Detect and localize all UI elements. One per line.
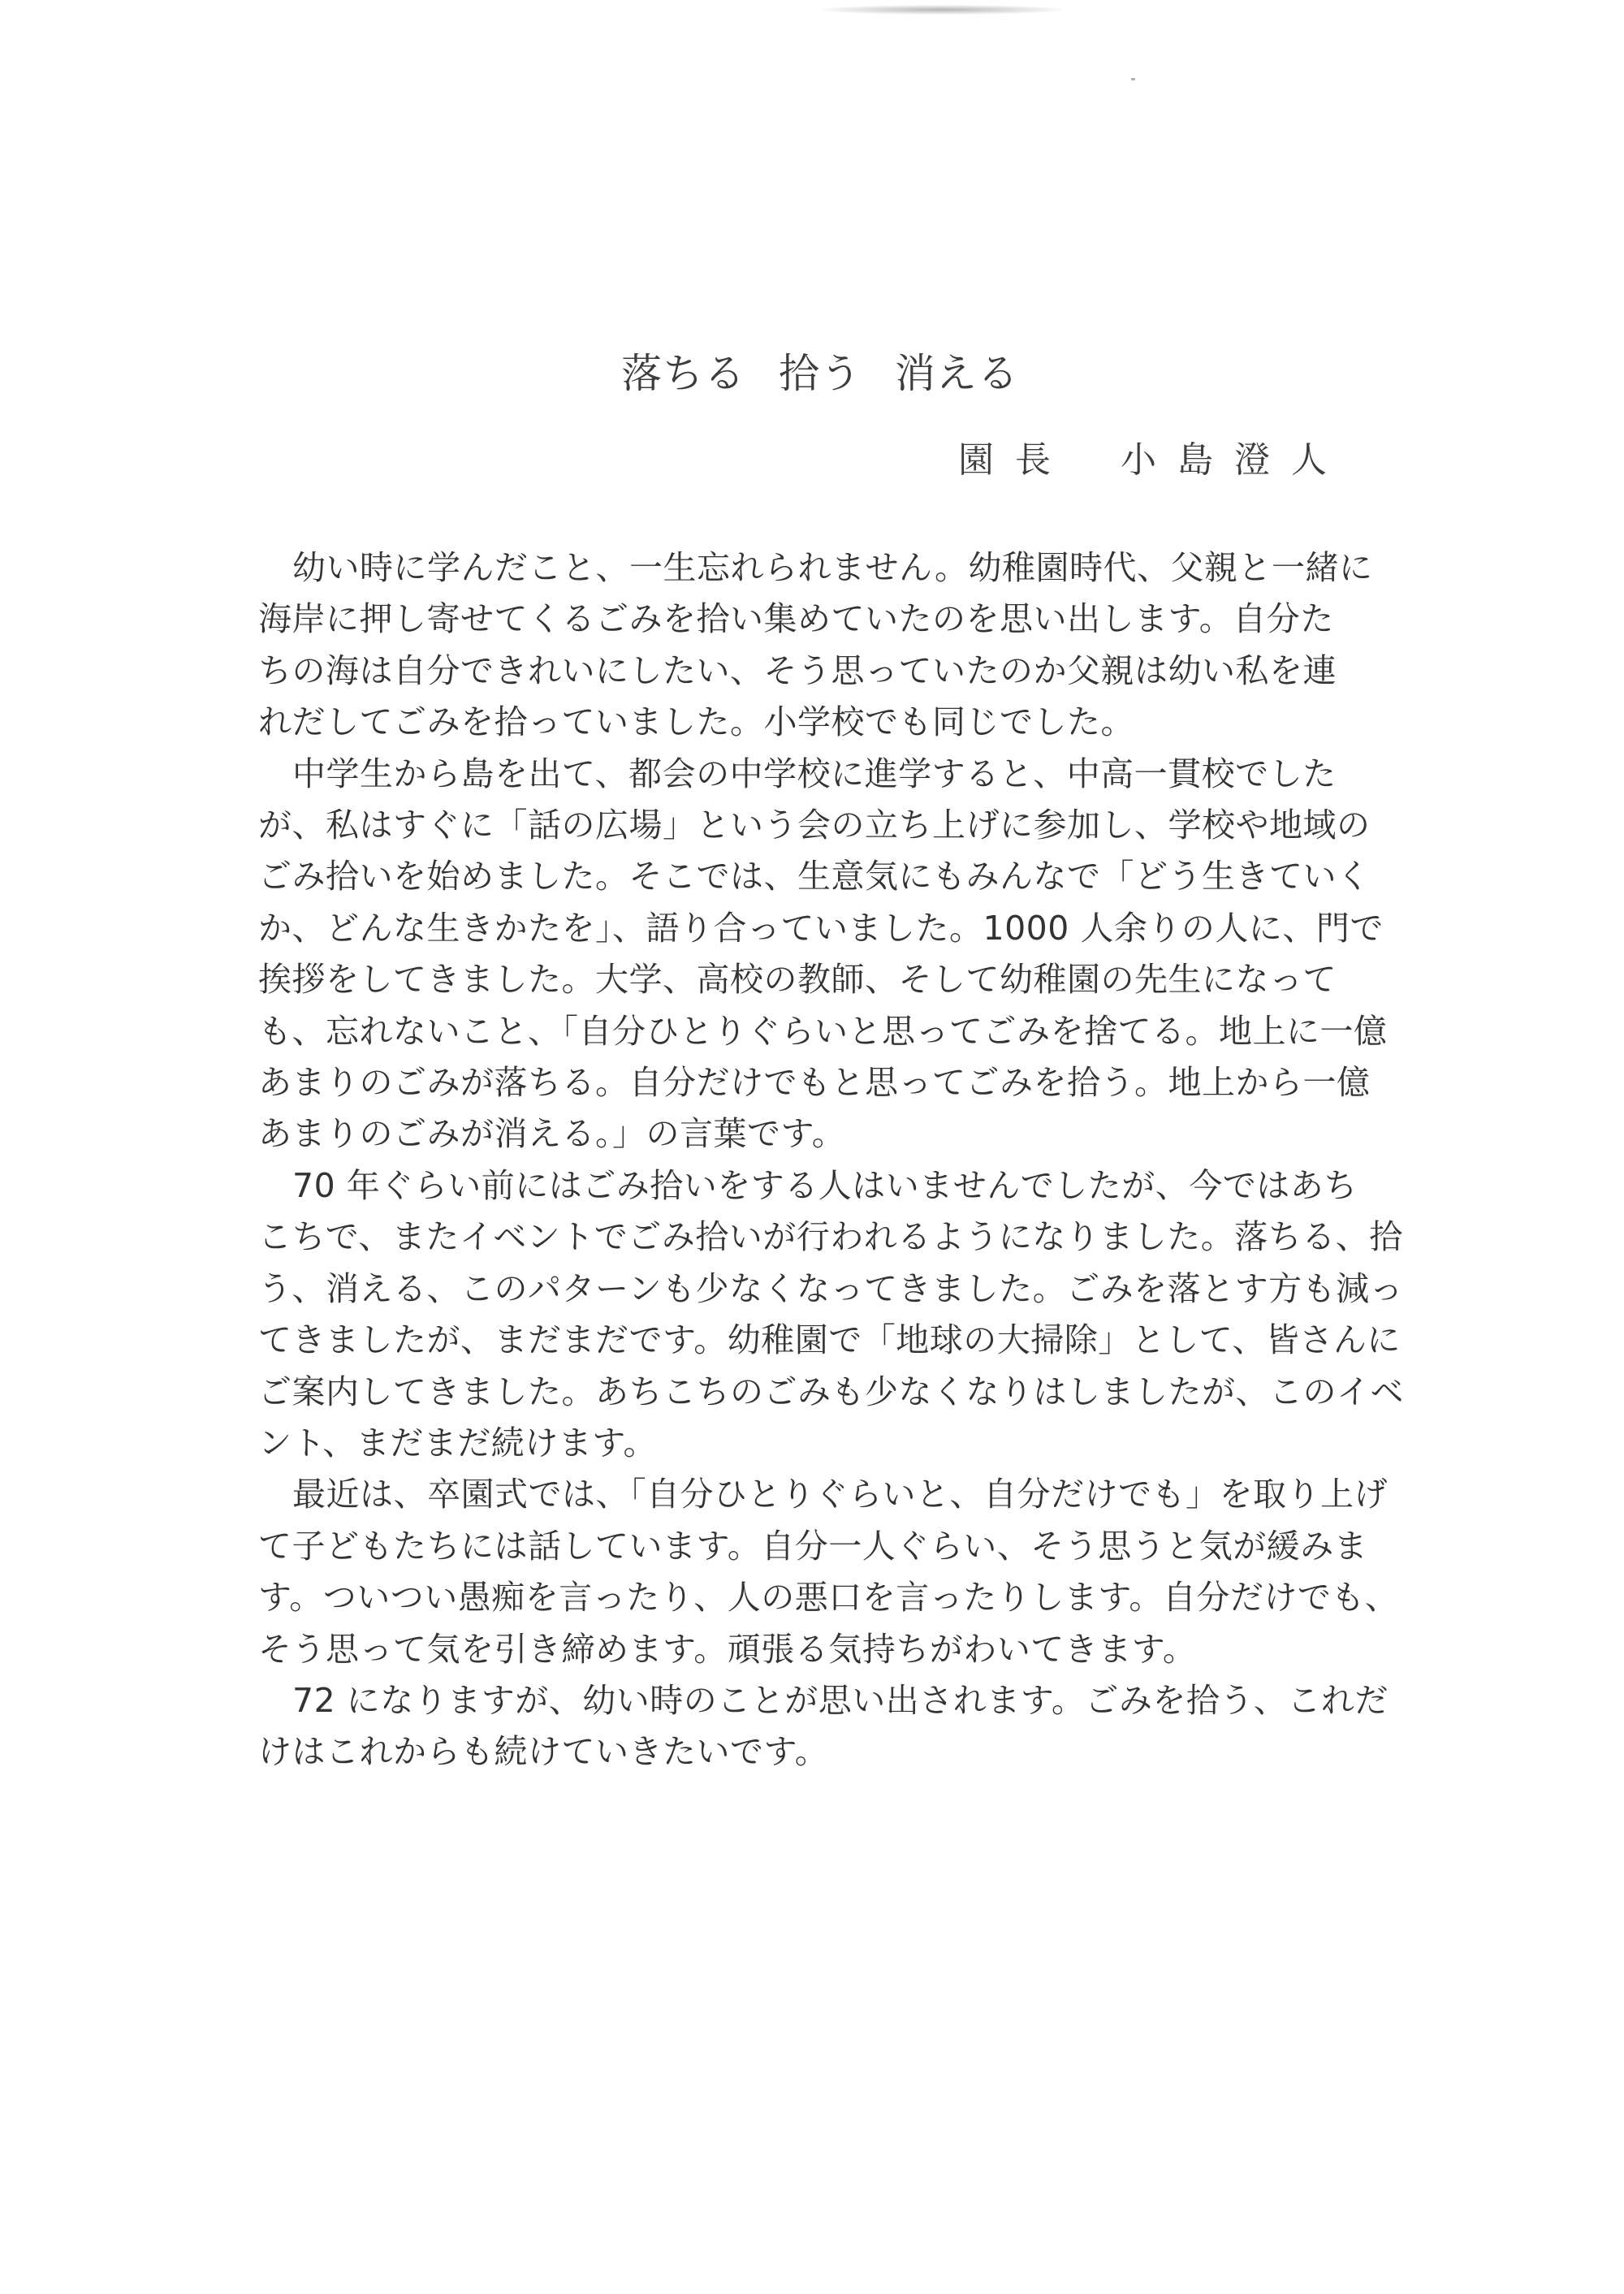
text-line: が、私はすぐに「話の広場」という会の立ち上げに参加し、学校や地域の	[258, 806, 1371, 845]
text-line: てきましたが、まだまだです。幼稚園で「地球の大掃除」として、皆さんに	[258, 1320, 1401, 1360]
text-line: か、どんな生きかたを」、語り合っていました。1000 人余りの人に、門で	[258, 908, 1384, 948]
paragraph-5	[258, 1675, 1387, 1778]
text-line: あまりのごみが落ちる。自分だけでもと思ってごみを拾う。地上から一億	[258, 1063, 1371, 1103]
text-line: ごみ拾いを始めました。そこでは、生意気にもみんなで「どう生きていく	[258, 857, 1371, 896]
paragraph-1	[258, 542, 1387, 749]
scan-edge-shadow	[820, 5, 1064, 15]
text-line: う、消える、このパターンも少なくなってきました。ごみを落とす方も減っ	[258, 1268, 1404, 1308]
text-line: そう思って気を引き締めます。頑張る気持ちがわいてきます。	[258, 1629, 1197, 1669]
text-line: れだしてごみを拾っていました。小学校でも同じでした。	[258, 702, 1134, 742]
text-line: 最近は、卒園式では、「自分ひとりぐらいと、自分だけでも」を取り上げ	[292, 1475, 1388, 1514]
document-title	[0, 341, 1624, 400]
text-line: けはこれからも続けていきたいです。	[258, 1732, 829, 1772]
text-line: 72 になりますが、幼い時のことが思い出されます。ごみを拾う、これだ	[292, 1680, 1389, 1720]
title-part-pick-up: 拾う	[779, 350, 862, 397]
text-line: す。ついつい愚痴を言ったり、人の悪口を言ったりします。自分だけでも、	[258, 1578, 1399, 1618]
text-line: あまりのごみが消える。」の言葉です。	[258, 1114, 846, 1154]
text-line: 海岸に押し寄せてくるごみを拾い集めていたのを思い出します。自分た	[258, 599, 1334, 639]
text-line: ント、まだまだ続けます。	[258, 1423, 658, 1462]
title-part-fall: 落ちる	[621, 350, 746, 397]
title-part-disappear: 消える	[894, 350, 1019, 397]
text-line: 中学生から島を出て、都会の中学校に進学すると、中高一貫校でした	[292, 754, 1337, 793]
text-line: も、忘れないこと、「自分ひとりぐらいと思ってごみを捨てる。地上に一億	[258, 1011, 1388, 1051]
paragraph-2	[258, 749, 1387, 1160]
author-role: 園長	[958, 439, 1072, 481]
text-line: て子どもたちには話しています。自分一人ぐらい、そう思うと気が緩みま	[258, 1526, 1368, 1566]
scan-speck	[1131, 78, 1135, 80]
text-line: ちの海は自分できれいにしたい、そう思っていたのか父親は幼い私を連	[258, 650, 1337, 690]
author-name: 小島澄人	[1121, 439, 1348, 481]
paragraph-4	[258, 1469, 1399, 1675]
text-line: こちで、またイベントでごみ拾いが行われるようになりました。落ちる、拾	[258, 1217, 1403, 1257]
essay-body	[258, 542, 1404, 1778]
paragraph-3	[258, 1160, 1404, 1469]
author-byline	[958, 430, 1380, 482]
text-line: ご案内してきました。あちこちのごみも少なくなりはしましたが、このイベ	[258, 1372, 1404, 1411]
text-line: 挨拶をしてきました。大学、高校の教師、そして幼稚園の先生になって	[258, 960, 1337, 1000]
text-line: 幼い時に学んだこと、一生忘れられません。幼稚園時代、父親と一緒に	[292, 548, 1373, 587]
text-line: 70 年ぐらい前にはごみ拾いをする人はいませんでしたが、今ではあち	[292, 1165, 1358, 1205]
